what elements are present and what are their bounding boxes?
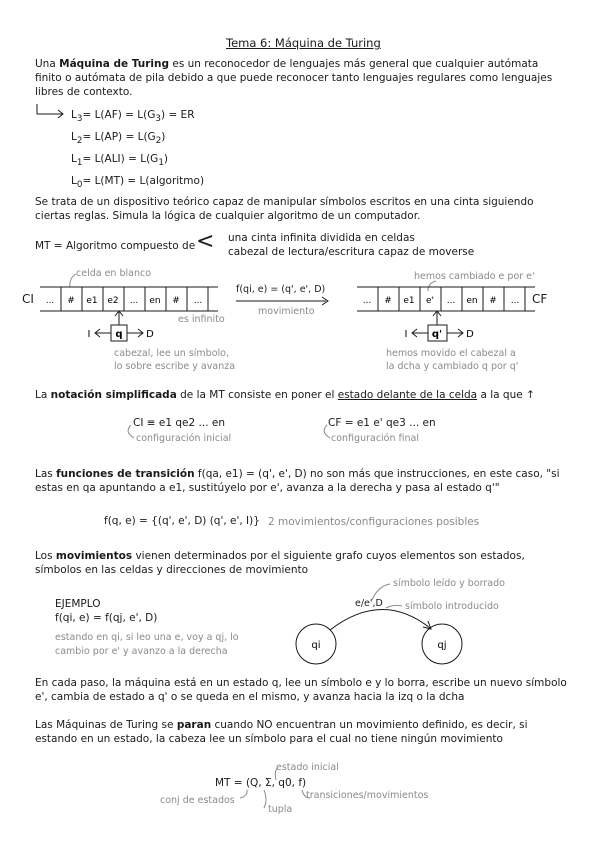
- intro-post: es un reconocedor de lenguajes más general que cualquier autómata finito o autómata de pila debido a que puede reconocer tanto lenguajes regulares como lenguajes libres de contexto.: [35, 58, 553, 98]
- changed-cell-note: hemos cambiado e por e': [414, 271, 535, 282]
- notation-pre: La: [35, 389, 51, 401]
- cf-formula: CF = e1 e' qe3 ... en: [328, 417, 436, 429]
- tuple-annotation-lines: [230, 764, 320, 814]
- states-note: conj de estados: [160, 795, 235, 806]
- tape-cell: ...: [129, 296, 139, 306]
- read-symbol-note: símbolo leído y borrado: [393, 578, 505, 589]
- equation-l1: [71, 153, 168, 170]
- transitions-pre: Las: [35, 468, 57, 480]
- eq-part: = L(AF) = L(G: [82, 109, 156, 121]
- cf-caption: configuración final: [331, 433, 420, 444]
- equation-l3: [71, 109, 194, 126]
- eq-part: L: [71, 153, 77, 165]
- graph-node-label: qi: [311, 640, 321, 651]
- state-graph: [290, 580, 490, 672]
- right-direction-label: D: [146, 329, 154, 340]
- page-title: Tema 6: Máquina de Turing: [226, 36, 381, 50]
- head-state-label: q: [115, 329, 123, 340]
- ci-label: CI: [22, 292, 34, 306]
- movements-paragraph: [35, 550, 565, 578]
- notation-paragraph: [35, 389, 535, 403]
- right-head: [404, 311, 484, 343]
- each-step-paragraph: En cada paso, la máquina está en un estado q, lee un símbolo e y lo borra, escribe un nuevo símbolo e', cambia de estado a q' o se queda en el mismo, y avanza hacia la izq o la dcha: [35, 677, 567, 703]
- movements-post: vienen determinados por el siguiente grafo cuyos elementos son estados, símbolos en las celdas y direcciones de movimiento: [35, 550, 525, 576]
- eq-part: L: [71, 109, 77, 121]
- tape-cell: e1: [403, 296, 415, 306]
- ci-caption: configuración inicial: [136, 433, 232, 444]
- graph-node-label: qj: [437, 640, 447, 651]
- tape-cell: en: [466, 296, 478, 306]
- intro-pre: Una: [35, 58, 60, 70]
- tape-cell: ...: [510, 296, 520, 306]
- left-direction-label: I: [404, 329, 408, 340]
- tape-cell: en: [149, 296, 161, 306]
- tuple-note: tupla: [268, 804, 293, 815]
- example-note-2: cambio por e' y avanzo a la derecha: [55, 646, 228, 657]
- eq-part: = L(ALI) = L(G: [82, 153, 159, 165]
- tape-cell: ...: [362, 296, 372, 306]
- tape-cell: ...: [446, 296, 456, 306]
- left-caption-2: lo sobre escribe y avanza: [114, 361, 236, 372]
- example-note-1: estando en qi, si leo una e, voy a qj, lo: [55, 632, 239, 643]
- eq-part: L: [71, 131, 77, 143]
- movement-label: movimiento: [258, 306, 315, 317]
- tape-cell: ...: [45, 296, 55, 306]
- tape-cell: #: [489, 296, 497, 306]
- intro-paragraph: [35, 58, 565, 100]
- eq-part: = L(MT) = L(algoritmo): [82, 175, 205, 187]
- notation-mid: de la MT consiste en poner el: [176, 389, 338, 401]
- right-direction-label: D: [466, 329, 474, 340]
- eq-part: ): [161, 131, 166, 143]
- eq-sub: 2: [76, 136, 83, 147]
- right-caption-2: la dcha y cambiado q por q': [386, 361, 519, 372]
- initial-state-note: estado inicial: [276, 762, 339, 773]
- blank-cell-note: celda en blanco: [76, 268, 152, 279]
- eq-part: ) = ER: [160, 109, 195, 121]
- corner-arrow-icon: [36, 104, 66, 118]
- eq-sub: 0: [76, 180, 83, 191]
- eq-sub: 3: [155, 114, 161, 125]
- description-paragraph: Se trata de un dispositivo teórico capaz de manipular símbolos escritos en una cinta siguiendo ciertas reglas. Simula la lógica de cualquier algoritmo de un computador.: [35, 196, 534, 222]
- eq-sub: 1: [158, 158, 164, 169]
- written-symbol-note: símbolo introducido: [405, 601, 499, 612]
- infinite-note: es infinito: [178, 314, 225, 325]
- left-direction-label: I: [87, 329, 91, 340]
- mt-definition-lhs: MT = Algoritmo compuesto de: [35, 240, 196, 252]
- transitions-paragraph: [35, 468, 565, 496]
- notation-bold: notación simplificada: [50, 389, 177, 401]
- tape-cell: e': [425, 296, 435, 306]
- transitions-bold: funciones de transición: [56, 468, 195, 480]
- intro-bold: Máquina de Turing: [59, 58, 170, 70]
- tape-cell: e1: [86, 296, 98, 306]
- transition-label: f(qi, e) = (q', e', D): [236, 284, 326, 295]
- tape-cell: e2: [107, 296, 119, 306]
- left-caption-1: cabezal, lee un símbolo,: [114, 348, 229, 359]
- tape-cell: #: [172, 296, 180, 306]
- transition-formula: f(q, e) = {(q', e', D) (q', e', I)}: [104, 515, 260, 527]
- eq-sub: 2: [155, 136, 162, 147]
- edge-label: e/e',D: [355, 598, 383, 609]
- left-head: [86, 311, 166, 343]
- halt-pre: Las Máquinas de Turing se: [35, 719, 177, 731]
- eq-part: L: [71, 175, 77, 187]
- head-state-label: q': [431, 329, 443, 340]
- halt-bold: paran: [176, 719, 212, 731]
- transition-arrow-icon: [236, 296, 332, 306]
- transition-formula-note: 2 movimientos/configuraciones posibles: [268, 516, 480, 528]
- equation-l2: [71, 131, 165, 148]
- cf-label: CF: [532, 292, 548, 306]
- tape-cell: #: [67, 296, 75, 306]
- halt-post: cuando NO encuentran un movimiento definido, es decir, si estando en un estado, la cabeza lee un símbolo para el cual no tiene ningún movimiento: [35, 719, 528, 745]
- eq-sub: 1: [76, 158, 83, 169]
- transitions-post: f(qa, e1) = (q', e', D) no son más que instrucciones, en este caso, "si estas en qa apuntando a e1, sustitúyelo por e', avanza a la derecha y pasa al estado q'": [35, 468, 560, 494]
- ci-formula: CI ≡ e1 qe2 ... en: [133, 417, 225, 429]
- halt-paragraph: [35, 719, 565, 747]
- notation-underlined: estado delante de la celda: [337, 389, 478, 401]
- right-caption-1: hemos movido el cabezal a: [386, 348, 516, 359]
- example-formula: f(qi, e) = f(qj, e', D): [55, 612, 158, 624]
- mt-definition-line1: una cinta infinita dividida en celdas: [228, 232, 415, 244]
- eq-part: ): [163, 153, 168, 165]
- tape-cell: ...: [193, 296, 203, 306]
- eq-sub: 3: [76, 114, 83, 125]
- equation-l0: [71, 175, 204, 192]
- bracket-icon: <: [196, 229, 215, 254]
- transitions-note: transiciones/movimientos: [306, 790, 429, 801]
- example-title: EJEMPLO: [55, 598, 101, 610]
- tape-cell: #: [384, 296, 392, 306]
- eq-part: = L(AP) = L(G: [82, 131, 156, 143]
- mt-definition-line2: cabezal de lectura/escritura capaz de moverse: [228, 246, 475, 258]
- notation-post: a la que ↑: [477, 389, 535, 401]
- tuple-formula: MT = (Q, Σ, q0, f): [215, 777, 307, 789]
- movements-bold: movimientos: [55, 550, 133, 562]
- movements-pre: Los: [35, 550, 56, 562]
